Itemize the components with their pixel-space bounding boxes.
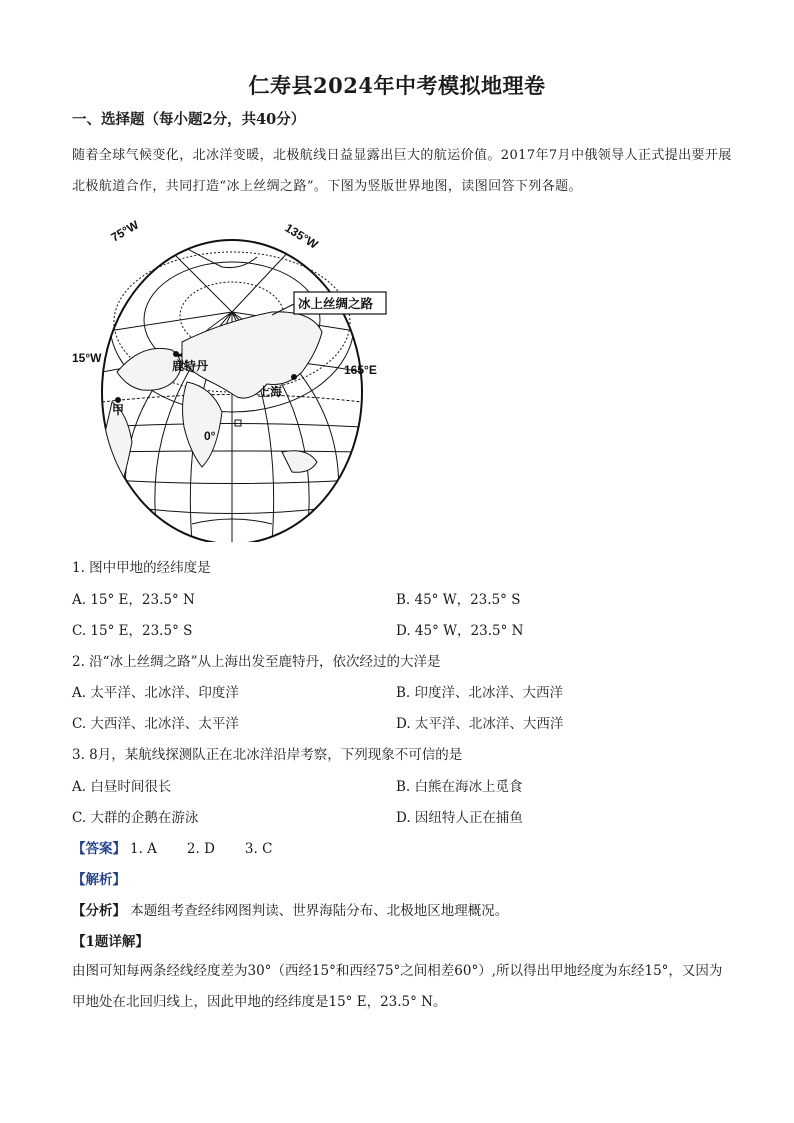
lon-label-75w: 75°W [108, 217, 142, 245]
answer-line [72, 837, 302, 857]
analysis-tag [72, 868, 126, 888]
question-2-option-d: D. 太平洋、北冰洋、大西洋 [396, 716, 564, 732]
intro-paragraph: 随着全球气候变化，北冰洋变暖，北极航线日益显露出巨大的航运价值。2017年7月中俄领导人正式提出要开展北极航道合作，共同打造“冰上丝绸之路”。下图为竖版世界地图，读图回答下列各题。 [72, 148, 732, 194]
fenxi-line [72, 899, 508, 919]
question-1-option-c: C. 15° E，23.5° S [72, 623, 193, 639]
question-2-stem: 2. 沿“冰上丝绸之路”从上海出发至鹿特丹，依次经过的大洋是 [72, 654, 441, 670]
question-3-option-a: A. 白昼时间很长 [72, 779, 172, 795]
detail-paragraph: 由图可知每两条经线经度差为30°（西经15°和西经75°之间相差60°）,所以得出甲地经度为东经15°，又因为甲地处在北回归线上，因此甲地的经纬度是15° E，23.5° N。 [72, 963, 723, 1010]
lon-label-15w: 15°W [72, 351, 102, 365]
answer-item-3: 3. C [244, 841, 273, 857]
question-3-option-c: C. 大群的企鹅在游泳 [72, 810, 199, 826]
question-1-option-d: D. 45° W，23.5° N [396, 623, 524, 639]
place-label-shanghai: 上海 [258, 385, 283, 399]
lon-label-165e: 165°E [344, 363, 377, 377]
answer-item-2: 2. D [186, 841, 215, 857]
question-2-option-a: A. 太平洋、北冰洋、印度洋 [72, 685, 239, 701]
section-heading: 一、选择题（每小题2分，共40分） [72, 111, 306, 128]
place-label-jia: 甲 [112, 403, 125, 417]
question-3-stem: 3. 8月，某航线探测队正在北冰洋沿岸考察，下列现象不可信的是 [72, 747, 463, 763]
detail-tag: 【1题详解】 [72, 934, 149, 950]
question-3-option-d: D. 因纽特人正在捕鱼 [396, 810, 523, 826]
fenxi-tag: 【分析】 [72, 903, 126, 919]
route-label: 冰上丝绸之路 [298, 297, 374, 311]
answer-item-1: 1. A [130, 841, 157, 857]
lon-label-0: 0° [204, 429, 216, 443]
place-label-rotterdam: 鹿特丹 [172, 359, 209, 373]
question-2-option-c: C. 大西洋、北冰洋、太平洋 [72, 716, 239, 732]
page-title: 仁寿县2024年中考模拟地理卷 [248, 73, 546, 98]
question-3-option-b: B. 白熊在海冰上觅食 [396, 779, 523, 795]
answer-tag: 【答案】 [72, 841, 126, 857]
question-1-option-a: A. 15° E，23.5° N [72, 592, 195, 608]
question-2-option-b: B. 印度洋、北冰洋、大西洋 [396, 685, 564, 701]
fenxi-text: 本题组考查经纬网图判读、世界海陆分布、北极地区地理概况。 [126, 903, 509, 919]
question-1-stem: 1. 图中甲地的经纬度是 [72, 560, 211, 576]
analysis-heading: 【解析】 [72, 872, 126, 888]
detail-line [72, 930, 149, 950]
question-1-option-b: B. 45° W，23.5° S [396, 592, 521, 608]
vertical-world-map [72, 212, 402, 542]
lon-label-135w: 135°W [282, 220, 321, 252]
